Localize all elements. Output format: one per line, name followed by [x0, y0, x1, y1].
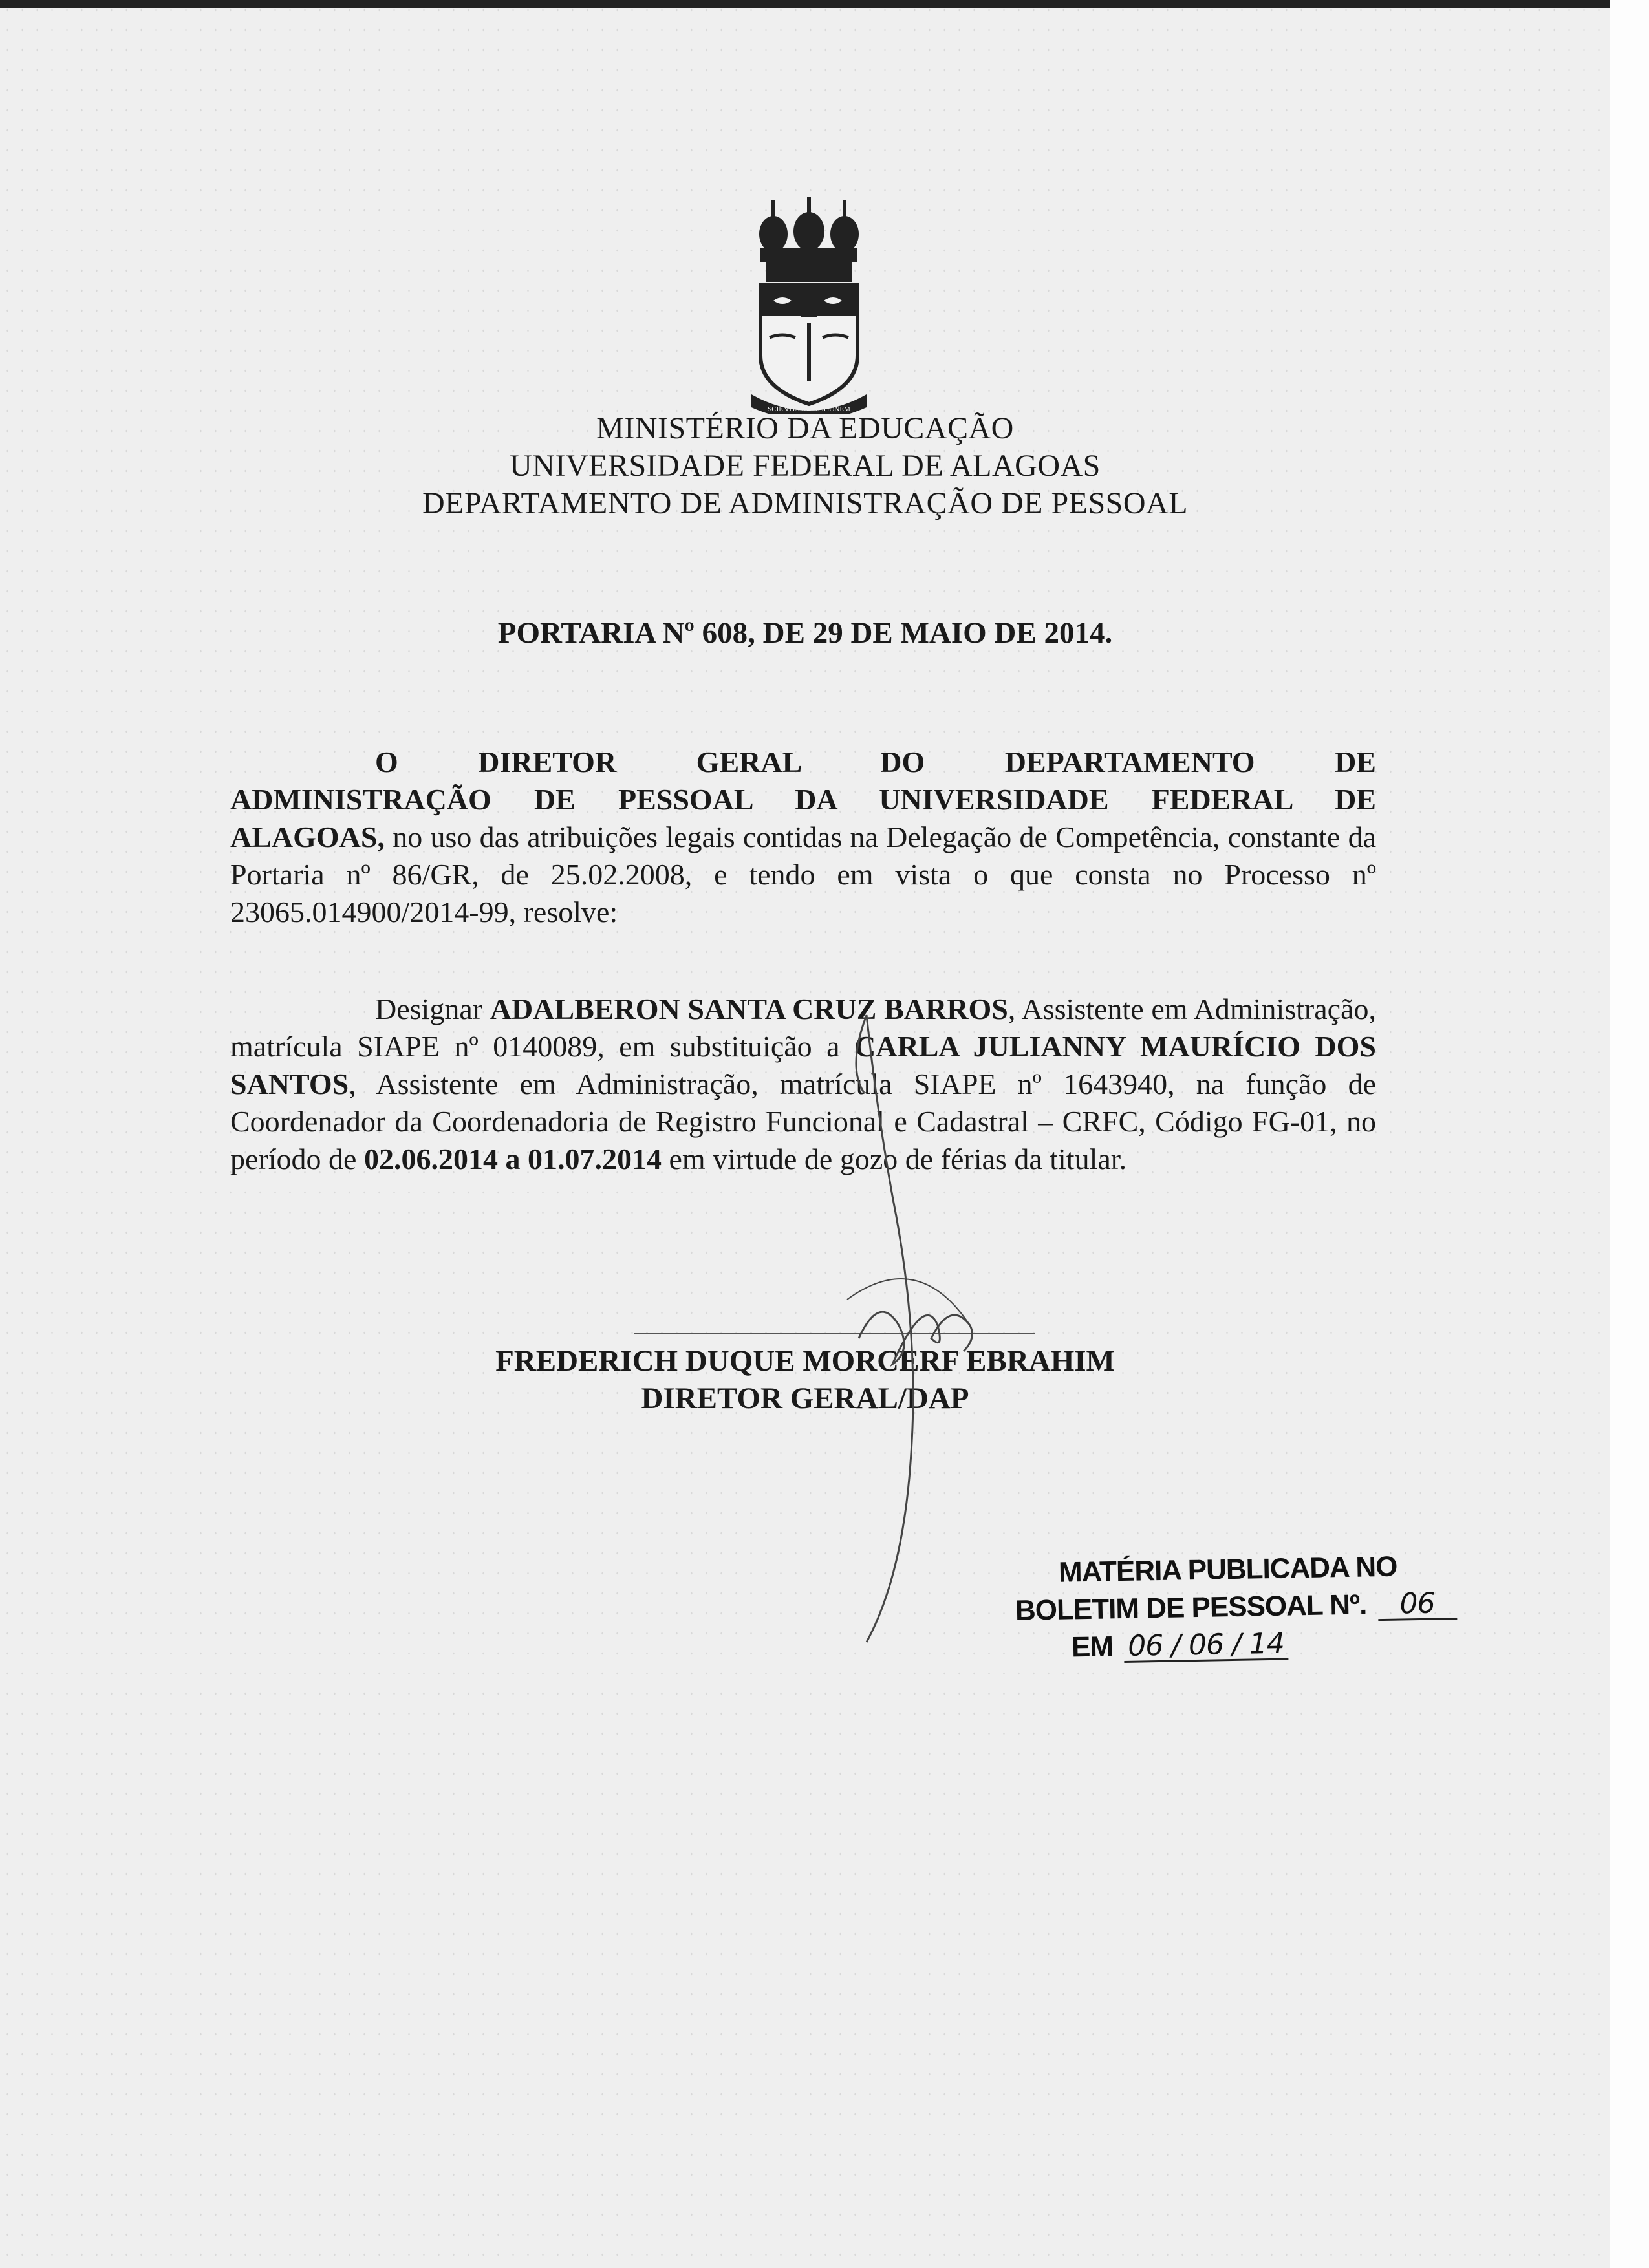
designation-text-1: Designar	[375, 992, 490, 1025]
stamp-line-3	[1072, 1623, 1379, 1666]
preamble-paragraph	[230, 744, 1376, 931]
university-line: UNIVERSIDADE FEDERAL DE ALAGOAS	[510, 449, 1101, 483]
preamble-text: no uso das atribuições legais contidas na Delegação de Competência, constante da Portaria nº 86/GR, de 25.02.2008, e tendo em vista o que consta no Processo nº 23065.014900/2014-99, resolve:	[230, 820, 1376, 928]
stamp-line-1: MATÉRIA PUBLICADA NO	[1058, 1550, 1397, 1589]
signer-name: FREDERICH DUQUE MORCERF EBRAHIM	[495, 1344, 1115, 1378]
svg-text:SCIENTIA AD ACTIONEM: SCIENTIA AD ACTIONEM	[768, 405, 850, 413]
handwritten-signature	[821, 989, 1015, 1649]
ordinance-title: PORTARIA Nº 608, DE 29 DE MAIO DE 2014.	[497, 616, 1113, 650]
authority-text: O DIRETOR GERAL DO DEPARTAMENTO DE ADMINISTRAÇÃO DE PESSOAL DA UNIVERSIDADE FEDERAL DE ALAGOAS,	[230, 745, 1376, 853]
stamp-date-label: EM	[1071, 1631, 1114, 1664]
stamp-date-value: 06 / 06 / 14	[1124, 1630, 1288, 1663]
designation-text-3: , Assistente em Administração, matrícula SIAPE nº 1643940, na função de Coordenador da Coordenadoria de Registro Funcional e Cadastral – CRFC, Código FG-01, no período de	[230, 1067, 1376, 1175]
designation-paragraph	[230, 990, 1376, 1178]
scan-edge	[1610, 0, 1649, 2268]
designee-name: ADALBERON SANTA CRUZ BARROS	[490, 992, 1008, 1025]
stamp-bulletin-number: 06	[1377, 1589, 1457, 1621]
stamp-line-2	[1015, 1586, 1435, 1630]
stamp-bulletin-label: BOLETIM DE PESSOAL Nº.	[1015, 1589, 1367, 1627]
publication-stamp	[1015, 1548, 1435, 1667]
institution-header	[194, 410, 1416, 522]
designation-text-2: , Assistente em Administração, matrícula SIAPE nº 0140089, em substituição a	[230, 992, 1376, 1063]
university-crest-icon	[748, 194, 870, 414]
ministry-line: MINISTÉRIO DA EDUCAÇÃO	[596, 411, 1014, 445]
substitution-period: 02.06.2014 a 01.07.2014	[363, 1142, 662, 1175]
designation-text-4: em virtude de gozo de férias da titular.	[661, 1142, 1127, 1175]
scan-top-border	[0, 0, 1610, 8]
signer-role: DIRETOR GERAL/DAP	[641, 1382, 969, 1415]
titular-name: CARLA JULIANNY MAURÍCIO DOS SANTOS	[230, 1030, 1376, 1100]
signer-block	[194, 1342, 1416, 1417]
department-line: DEPARTAMENTO DE ADMINISTRAÇÃO DE PESSOAL	[422, 486, 1189, 520]
